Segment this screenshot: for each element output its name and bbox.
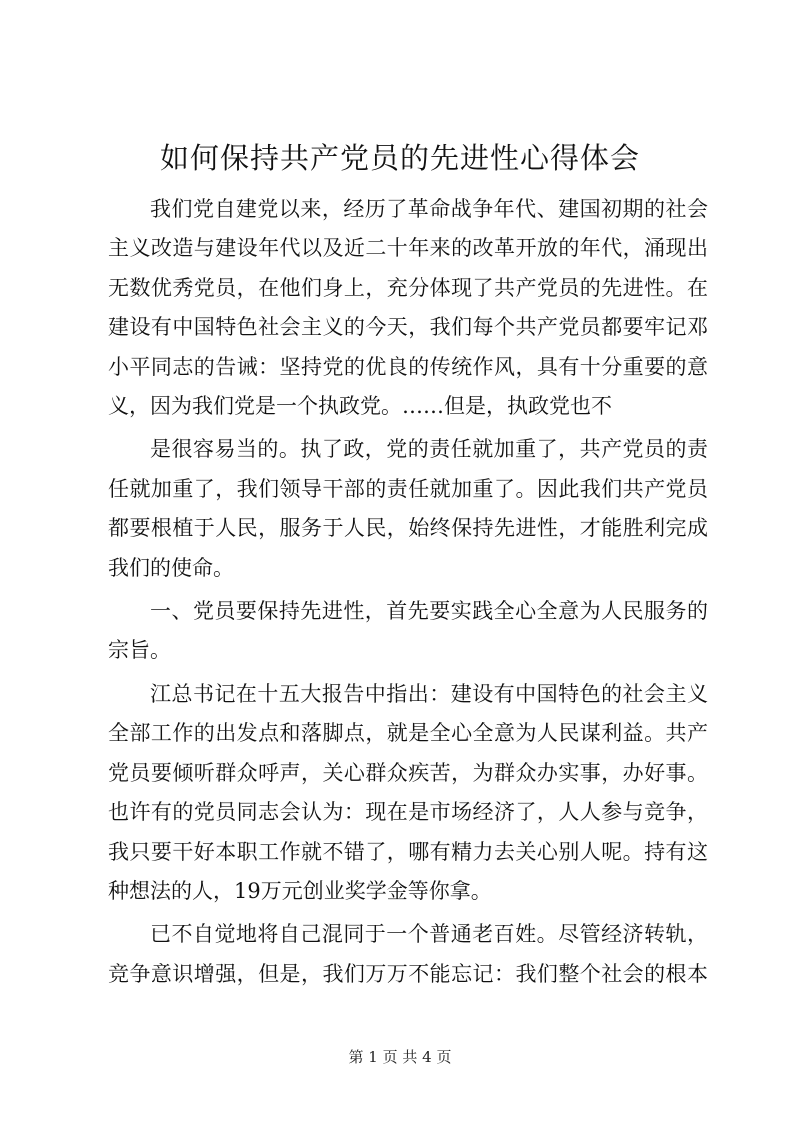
document-title: 如何保持共产党员的先进性心得体会 (159, 141, 640, 175)
text-line: 我们党自建党以来，经历了革命战争年代、建国初期的社会 (150, 197, 708, 221)
text-line: 宗旨。 (108, 638, 171, 663)
text-line: 都要根植于人民，服务于人民，始终保持先进性，才能胜利完成 (108, 516, 708, 541)
text-line: 党员要倾听群众呼声，关心群众疾苦，为群众办实事，办好事。 (108, 760, 708, 785)
text-line: 无数优秀党员，在他们身上，充分体现了共产党员的先进性。在 (108, 275, 708, 300)
text-line: 已不自觉地将自己混同于一个普通老百姓。尽管经济转轨， (150, 922, 708, 947)
text-line: 也许有的党员同志会认为：现在是市场经济了，人人参与竞争， (108, 800, 708, 825)
paragraph (108, 675, 708, 911)
text-line: 江总书记在十五大报告中指出：建设有中国特色的社会主义 (150, 681, 708, 706)
text-line: 我们的使命。 (108, 555, 234, 580)
text-line: 一、党员要保持先进性，首先要实践全心全意为人民服务的 (150, 599, 708, 624)
paragraph (108, 190, 708, 426)
document-body (108, 190, 708, 994)
text-line: 竞争意识增强，但是，我们万万不能忘记：我们整个社会的根本 (108, 961, 708, 986)
page-footer: 第 1 页 共 4 页 (348, 1048, 452, 1066)
text-line: 建设有中国特色社会主义的今天，我们每个共产党员都要牢记邓 (108, 315, 708, 340)
text-line: 种想法的人，19万元创业奖学金等你拿。 (108, 878, 492, 903)
text-line: 任就加重了，我们领导干部的责任就加重了。因此我们共产党员 (108, 476, 708, 501)
paragraph (108, 430, 708, 588)
text-line: 小平同志的告诫：坚持党的优良的传统作风，具有十分重要的意 (108, 354, 708, 379)
text-line: 我只要干好本职工作就不错了，哪有精力去关心别人呢。持有这 (108, 839, 708, 864)
text-line: 全部工作的出发点和落脚点，就是全心全意为人民谋利益。共产 (108, 721, 708, 746)
paragraph (108, 915, 708, 994)
paragraph (108, 592, 708, 671)
text-line: 义，因为我们党是一个执政党。……但是，执政党也不 (108, 394, 612, 419)
text-line: 是很容易当的。执了政，党的责任就加重了，共产党员的责 (150, 437, 708, 462)
text-line: 主义改造与建设年代以及近二十年来的改革开放的年代，涌现出 (108, 236, 708, 261)
